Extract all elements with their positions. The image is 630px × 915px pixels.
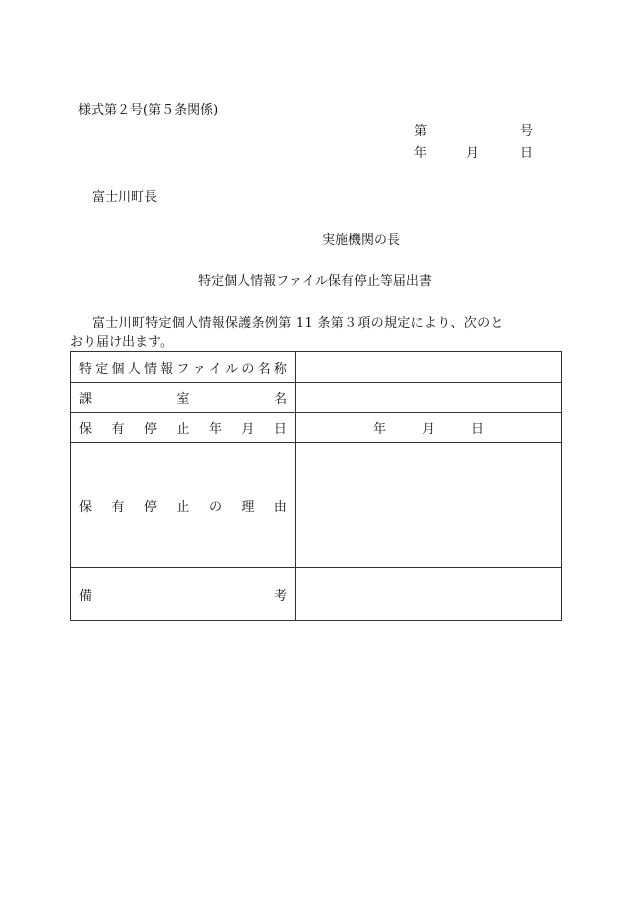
- department-label: 課 室 名: [79, 392, 287, 407]
- stop-date-day: 日: [471, 422, 485, 437]
- doc-number-prefix: 第: [414, 124, 428, 139]
- stop-date-label-cell: [71, 413, 296, 443]
- date-month-label: 月: [466, 146, 480, 161]
- department-label-cell: [71, 383, 296, 413]
- file-name-label-cell: [71, 352, 296, 383]
- date-day-label: 日: [520, 146, 534, 161]
- stop-reason-label-cell: [71, 443, 296, 568]
- stop-date-field[interactable]: [296, 413, 562, 443]
- remarks-label-cell: [71, 568, 296, 621]
- stop-date-year: 年: [372, 422, 386, 437]
- table-row-stop-date: [71, 413, 562, 443]
- table-row-file-name: [71, 352, 562, 383]
- date-year-label: 年: [414, 146, 428, 161]
- file-name-field[interactable]: [296, 352, 562, 383]
- notification-form-table: [70, 351, 562, 621]
- file-name-label: 特 定 個 人 情 報 フ ァ イ ル の 名 称: [79, 361, 287, 377]
- doc-number-suffix: 号: [520, 124, 534, 139]
- remarks-field[interactable]: [296, 568, 562, 621]
- stop-date-label: 保 有 停 止 年 月 日: [79, 422, 287, 437]
- stop-reason-label: 保 有 停 止 の 理 由: [79, 499, 287, 515]
- addressee: 富士川町長: [92, 190, 158, 205]
- body-text-line-2: おり届け出ます。: [70, 335, 173, 350]
- stop-date-month: 月: [421, 422, 435, 437]
- table-row-department: [71, 383, 562, 413]
- form-number-label: 様式第２号(第５条関係): [78, 103, 219, 118]
- sender: 実施機関の長: [322, 233, 401, 248]
- remarks-label: 備 考: [79, 588, 287, 604]
- table-row-remarks: [71, 568, 562, 621]
- body-text-line-1: 富士川町特定個人情報保護条例第 11 条第３項の規定により、次のと: [92, 316, 504, 331]
- table-row-stop-reason: [71, 443, 562, 568]
- department-field[interactable]: [296, 383, 562, 413]
- stop-reason-field[interactable]: [296, 443, 562, 568]
- document-title: 特定個人情報ファイル保有停止等届出書: [198, 274, 432, 289]
